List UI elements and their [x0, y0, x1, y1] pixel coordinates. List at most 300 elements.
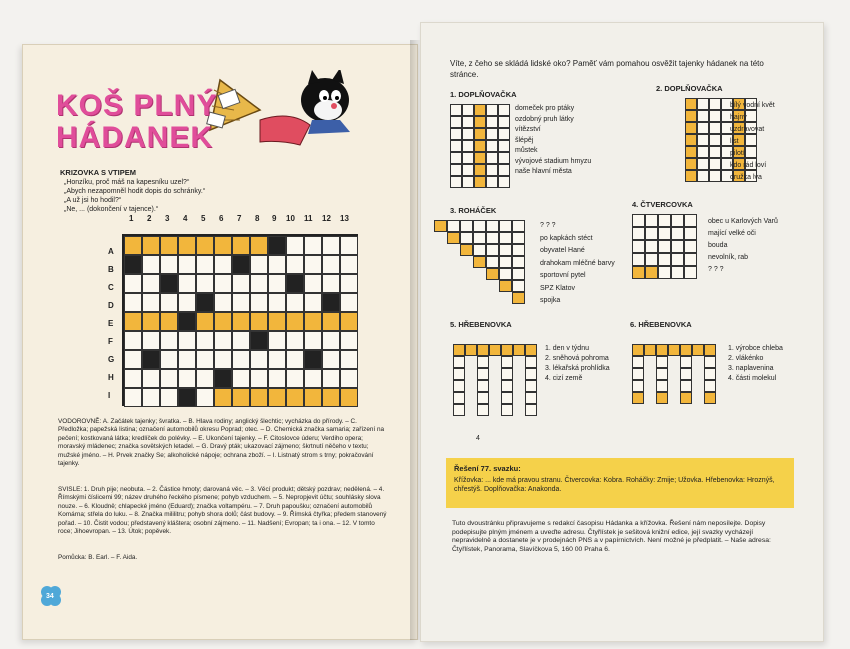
- puzzle-cell: [684, 253, 697, 266]
- puzzle-cell: [462, 152, 474, 164]
- puzzle-cell: [671, 253, 684, 266]
- crossword-cell: [214, 369, 232, 388]
- puzzle-cell: [697, 110, 709, 122]
- clue: spojka: [540, 297, 561, 304]
- crossword-cell: [232, 331, 250, 350]
- puzzle-cell: [692, 344, 704, 356]
- puzzle-cell: [680, 380, 692, 392]
- row-letter: F: [108, 337, 113, 346]
- puzzle-4-clues: [708, 216, 778, 276]
- col-number: 5: [201, 214, 206, 223]
- row-letter: C: [108, 283, 114, 292]
- clue: mající velké oči: [708, 230, 756, 237]
- puzzle-cell: [697, 158, 709, 170]
- puzzle-cell: [512, 256, 525, 268]
- puzzle-cell: [512, 292, 525, 304]
- clue: 3. naplavenina: [728, 365, 774, 372]
- crossword-cell: [178, 312, 196, 331]
- clue: drahokam mléčné barvy: [540, 259, 615, 267]
- puzzle-cell: [450, 104, 462, 116]
- puzzle-cell: [486, 220, 499, 232]
- clue: 3. lékařská prohlídka: [545, 365, 610, 372]
- crossword-cell: [286, 274, 304, 293]
- crossword-cell: [232, 274, 250, 293]
- crossword-cell: [142, 350, 160, 369]
- puzzle-5-clues: [545, 344, 615, 384]
- puzzle-cell: [709, 170, 721, 182]
- puzzle-cell: [462, 176, 474, 188]
- puzzle-cell: [460, 220, 473, 232]
- crossword-cell: [304, 369, 322, 388]
- clue: ? ? ?: [708, 266, 724, 273]
- crossword-cell: [142, 312, 160, 331]
- puzzle-cell: [501, 368, 513, 380]
- crossword-cell: [340, 293, 358, 312]
- crossword-cell: [322, 293, 340, 312]
- puzzle-cell: [477, 404, 489, 416]
- clue: družka lva: [730, 174, 762, 181]
- cat-illustration: [200, 70, 360, 160]
- crossword-cell: [304, 255, 322, 274]
- crossword-cell: [286, 312, 304, 331]
- crossword-cell: [196, 274, 214, 293]
- puzzle-cell: [450, 140, 462, 152]
- crossword-cell: [142, 236, 160, 255]
- clue: sportovní pytel: [540, 272, 586, 279]
- crossword-cell: [124, 293, 142, 312]
- puzzle-cell: [525, 404, 537, 416]
- puzzle-cell: [656, 344, 668, 356]
- puzzle-cell: [501, 404, 513, 416]
- puzzle-cell: [450, 152, 462, 164]
- crossword-cell: [232, 312, 250, 331]
- crossword-cell: [196, 255, 214, 274]
- clue: vítězství: [515, 126, 541, 133]
- row-letter: G: [108, 355, 115, 364]
- row-letter: B: [108, 265, 114, 274]
- puzzle-cell: [499, 244, 512, 256]
- crossword-cell: [304, 312, 322, 331]
- crossword-cell: [322, 274, 340, 293]
- puzzle-cell: [680, 368, 692, 380]
- col-number: 1: [129, 214, 134, 223]
- puzzle-cell: [453, 392, 465, 404]
- row-letter: H: [108, 373, 114, 382]
- puzzle-cell: [704, 380, 716, 392]
- crossword-cell: [232, 236, 250, 255]
- puzzle-cell: [632, 227, 645, 240]
- puzzle-cell: [462, 164, 474, 176]
- puzzle-cell: [450, 176, 462, 188]
- joke-line: „A už jsi ho hodil?“: [64, 197, 122, 204]
- crossword-cell: [232, 293, 250, 312]
- crossword-cell: [178, 388, 196, 407]
- puzzle-4-title: 4. ČTVERCOVKA: [632, 200, 693, 209]
- puzzle-6-clues: [728, 344, 783, 384]
- puzzle-cell: [462, 128, 474, 140]
- col-number: 12: [322, 214, 331, 223]
- col-number: 9: [272, 214, 277, 223]
- col-number: 8: [255, 214, 260, 223]
- puzzle-cell: [473, 232, 486, 244]
- puzzle-cell: [671, 266, 684, 279]
- puzzle-1-clues: [515, 104, 591, 178]
- puzzle-cell: [460, 244, 473, 256]
- puzzle-cell: [462, 116, 474, 128]
- crossword-cell: [196, 293, 214, 312]
- crossword-cell: [340, 369, 358, 388]
- puzzle-cell: [465, 344, 477, 356]
- puzzle-cell: [684, 266, 697, 279]
- puzzle-cell: [685, 146, 697, 158]
- puzzle-cell: [434, 220, 447, 232]
- puzzle-cell: [474, 176, 486, 188]
- puzzle-cell: [498, 116, 510, 128]
- puzzle-cell: [709, 146, 721, 158]
- crossword-cell: [340, 312, 358, 331]
- puzzle-cell: [704, 392, 716, 404]
- clue: 2. vlákénko: [728, 355, 764, 362]
- puzzle-cell: [486, 104, 498, 116]
- crossword-cell: [322, 312, 340, 331]
- section-heading: KRIZOVKA S VTIPEM: [60, 168, 136, 177]
- crossword-cell: [286, 331, 304, 350]
- puzzle-2-clues: [730, 100, 775, 184]
- puzzle-cell: [498, 176, 510, 188]
- puzzle-cell: [453, 368, 465, 380]
- puzzle-cell: [645, 253, 658, 266]
- crossword-grid: [122, 234, 358, 406]
- crossword-cell: [340, 388, 358, 407]
- crossword-cell: [160, 293, 178, 312]
- puzzle-cell: [632, 253, 645, 266]
- crossword-cell: [214, 312, 232, 331]
- crossword-cell: [142, 369, 160, 388]
- crossword-cell: [196, 388, 214, 407]
- crossword-cell: [250, 331, 268, 350]
- crossword-cell: [268, 236, 286, 255]
- puzzle-cell: [450, 128, 462, 140]
- intro-text: Víte, z čeho se skládá lidské oko? Paměť vám pomahou osvěžit tajenky hádanek na této stránce.: [450, 59, 764, 79]
- crossword-cell: [124, 331, 142, 350]
- col-number: 7: [237, 214, 242, 223]
- clue: 1. den v týdnu: [545, 345, 589, 352]
- crossword-cell: [214, 274, 232, 293]
- clue: šlépěj: [515, 136, 534, 144]
- crossword-cell: [160, 312, 178, 331]
- puzzle-cell: [525, 356, 537, 368]
- puzzle-cell: [685, 134, 697, 146]
- puzzle-cell: [486, 176, 498, 188]
- clue: kdo rád loví: [730, 162, 767, 169]
- crossword-cell: [196, 331, 214, 350]
- puzzle-cell: [498, 104, 510, 116]
- crossword-cell: [160, 369, 178, 388]
- crossword-cell: [322, 331, 340, 350]
- clue: obec u Karlových Varů: [708, 218, 778, 225]
- puzzle-cell: [632, 240, 645, 253]
- clue: pilotí: [730, 150, 745, 157]
- crossword-cell: [304, 236, 322, 255]
- puzzle-cell: [525, 344, 537, 356]
- crossword-cell: [268, 350, 286, 369]
- puzzle-cell: [685, 170, 697, 182]
- crossword-cell: [304, 331, 322, 350]
- puzzle-cell: [709, 122, 721, 134]
- crossword-cell: [214, 350, 232, 369]
- col-number: 11: [304, 214, 313, 223]
- puzzle-cell: [486, 152, 498, 164]
- crossword-cell: [214, 331, 232, 350]
- clues-across: VODOROVNĚ: A. Začátek tajenky; švratka. – B. Hlava rodiny; anglický šlechtic; vycházka do přírody. – C. Předložka; papežská listina; označení automobilů okresu Poprad; otec. – D. Chemická značka samaria; zařízení na pečení; kostkovaná látka; kredlíček do polévky. – E. Ukončení tajenky. – F. Citoslovce úderu; Verdiho opera; moravský mládenec; značka sovětských letadel. – G. Dravý pták; ukazovací zájmeno; škrtnutí něčeho v textu; mužské jméno. – H. Prvek značky Se; alkoholické nápoje; ochrana zboží. – I. Listnatý strom s trny; pokračování tajenky.: [58, 418, 385, 468]
- crossword-cell: [268, 312, 286, 331]
- crossword-cell: [214, 293, 232, 312]
- puzzle-cell: [498, 128, 510, 140]
- puzzle-cell: [474, 104, 486, 116]
- puzzle-cell: [474, 116, 486, 128]
- crossword-cell: [214, 255, 232, 274]
- puzzle-cell: [473, 220, 486, 232]
- puzzle-3-title: 3. ROHÁČEK: [450, 206, 497, 215]
- crossword-cell: [178, 331, 196, 350]
- puzzle-cell: [486, 116, 498, 128]
- crossword-cell: [124, 312, 142, 331]
- puzzle-cell: [512, 244, 525, 256]
- puzzle-cell: [525, 380, 537, 392]
- puzzle-cell: [709, 98, 721, 110]
- clue: SPZ Klatov: [540, 284, 576, 292]
- crossword-cell: [142, 274, 160, 293]
- puzzle-cell: [498, 140, 510, 152]
- puzzle-cell: [486, 232, 499, 244]
- puzzle-cell: [658, 266, 671, 279]
- row-letter: D: [108, 301, 114, 310]
- crossword-cell: [250, 369, 268, 388]
- puzzle-cell: [684, 214, 697, 227]
- puzzle-cell: [697, 134, 709, 146]
- puzzle-cell: [684, 227, 697, 240]
- puzzle-cell: [704, 368, 716, 380]
- clue: bílý vodní květ: [730, 102, 775, 109]
- puzzle-cell: [477, 344, 489, 356]
- puzzle-cell: [453, 356, 465, 368]
- puzzle-cell: [656, 368, 668, 380]
- joke-line: „Ne, ... (dokončení v tajence).“: [64, 206, 159, 213]
- crossword-cell: [250, 350, 268, 369]
- clues-down: SVISLE: 1. Druh pije; neobuta. – 2. Částice hmoty; darovaná věc. – 3. Věcí produkt; dětský pozdrav; nedělená. – 4. Římskými číslicemi 99; název druhého řeckého písmene; pohyb vzduchem. – 5. Nepropjevit účtu; souhlásky slova nouze. – 6. Kloudně; chlapecké jméno (Eduard); značka voltampéru. – 7. Druh papoušku; označení automobilů Komárna; střela do luku. – 8. Značka mililitru; pohyb shora dolů; část budovy. – 9. Římská čtyřka; předem stanovený pořad. – 10. Čistit vodou; představený kláštera; osobní zájmeno. – 11. Nadšení; Evropan; ta i ona. – 12. V tomto roce; Jihoevropan. – 13. Útok; popěvek.: [58, 486, 387, 536]
- puzzle-cell: [680, 392, 692, 404]
- footer-text: Tuto dvoustránku připravujeme s redakcí časopisu Hádanka a křížovka. Řešení nám neposílejte. Dopisy podepisujte plným jménem a uveďte adresu. Čtyřlístek je sešitová knižní edice, její svazky vycházejí nepravidelně a dostanete je v prodejnách PNS a v papírnictvích. Není možné je předplatit. – Naše adresa: Čtyřlístek, Panorama, Slavíčkova 5, 160 00 Praha 6.: [452, 520, 771, 553]
- puzzle-cell: [499, 232, 512, 244]
- crossword-cell: [268, 388, 286, 407]
- crossword-cell: [124, 369, 142, 388]
- crossword-cell: [160, 350, 178, 369]
- puzzle-cell: [632, 380, 644, 392]
- crossword-cell: [340, 350, 358, 369]
- puzzle-cell: [697, 146, 709, 158]
- puzzle-cell: [450, 164, 462, 176]
- crossword-cell: [178, 255, 196, 274]
- puzzle-1-title: 1. DOPLŇOVAČKA: [450, 90, 517, 99]
- puzzle-cell: [473, 244, 486, 256]
- solution-text: Křížovka: ... kde má pravou stranu. Čtvercovka: Kobra. Roháčky: Zmije; Užovka. Hřebenovka: Hroznýš, chřestýš. Doplňovačka: Anakonda.: [454, 477, 775, 493]
- puzzle-cell: [697, 98, 709, 110]
- puzzle-cell: [632, 392, 644, 404]
- puzzle-cell: [486, 140, 498, 152]
- crossword-cell: [322, 236, 340, 255]
- puzzle-cell: [477, 356, 489, 368]
- puzzle-cell: [680, 344, 692, 356]
- crossword-cell: [250, 293, 268, 312]
- crossword-cell: [142, 331, 160, 350]
- crossword-cell: [232, 388, 250, 407]
- title-line-1: KOŠ PLNÝ: [56, 89, 218, 122]
- puzzle-cell: [499, 256, 512, 268]
- crossword-cell: [124, 236, 142, 255]
- row-letter: I: [108, 391, 111, 400]
- puzzle-cell: [658, 227, 671, 240]
- crossword-cell: [286, 388, 304, 407]
- puzzle-3-clues: [540, 220, 615, 308]
- puzzle-cell: [685, 98, 697, 110]
- puzzle-cell: [671, 214, 684, 227]
- puzzle-cell: [645, 214, 658, 227]
- puzzle-cell: [473, 256, 486, 268]
- crossword-cell: [178, 350, 196, 369]
- puzzle-cell: [477, 380, 489, 392]
- puzzle-cell: [671, 227, 684, 240]
- row-letter: E: [108, 319, 114, 328]
- puzzle-cell: [525, 392, 537, 404]
- puzzle-cell: [499, 220, 512, 232]
- crossword-cell: [286, 293, 304, 312]
- crossword-cell: [160, 236, 178, 255]
- puzzle-cell: [486, 128, 498, 140]
- puzzle-cell: [453, 404, 465, 416]
- clue: naše hlavní města: [515, 168, 572, 175]
- crossword-cell: [160, 255, 178, 274]
- crossword-cell: [124, 350, 142, 369]
- hint-text: Pomůcka: B. Earl. – F. Aida.: [58, 554, 138, 561]
- crossword-cell: [340, 331, 358, 350]
- clue: 4. části molekul: [728, 375, 777, 382]
- puzzle-cell: [486, 256, 499, 268]
- crossword-cell: [286, 255, 304, 274]
- puzzle-cell: [486, 244, 499, 256]
- crossword-cell: [178, 369, 196, 388]
- puzzle-cell: [512, 220, 525, 232]
- crossword-cell: [142, 388, 160, 407]
- puzzle-cell: [658, 253, 671, 266]
- puzzle-cell: [513, 344, 525, 356]
- puzzle-cell: [474, 164, 486, 176]
- crossword-cell: [286, 369, 304, 388]
- crossword-cell: [142, 293, 160, 312]
- puzzle-cell: [501, 392, 513, 404]
- puzzle-cell: [709, 134, 721, 146]
- puzzle-cell: [697, 122, 709, 134]
- crossword-cell: [196, 236, 214, 255]
- puzzle-cell: [512, 268, 525, 280]
- col-number: 2: [147, 214, 152, 223]
- crossword-cell: [232, 350, 250, 369]
- crossword-cell: [232, 255, 250, 274]
- joke-text: [64, 178, 304, 214]
- puzzle-6-title: 6. HŘEBENOVKA: [630, 320, 692, 329]
- puzzle-2-title: 2. DOPLŇOVAČKA: [656, 84, 723, 93]
- col-number: 6: [219, 214, 224, 223]
- crossword-cell: [250, 274, 268, 293]
- clue: 2. sněhová pohroma: [545, 355, 609, 362]
- clue: 4. cizí země: [545, 375, 583, 382]
- puzzle-cell: [685, 158, 697, 170]
- puzzle-cell: [501, 356, 513, 368]
- solution-title: Řešení 77. svazku:: [454, 464, 521, 473]
- puzzle-cell: [658, 214, 671, 227]
- puzzle-cell: [709, 110, 721, 122]
- puzzle-cell: [474, 152, 486, 164]
- puzzle-cell: [474, 128, 486, 140]
- puzzle-cell: [704, 344, 716, 356]
- puzzle-cell: [632, 266, 645, 279]
- puzzle-cell: [474, 140, 486, 152]
- crossword-cell: [268, 369, 286, 388]
- page-number: 34: [46, 593, 54, 600]
- crossword-cell: [178, 274, 196, 293]
- puzzle-cell: [656, 356, 668, 368]
- crossword-cell: [142, 255, 160, 274]
- crossword-cell: [286, 350, 304, 369]
- puzzle-cell: [525, 368, 537, 380]
- puzzle-cell: [671, 240, 684, 253]
- col-number: 13: [340, 214, 349, 223]
- clue: bouda: [708, 242, 728, 249]
- col-number: 4: [183, 214, 188, 223]
- puzzle-cell: [486, 164, 498, 176]
- puzzle-cell: [685, 122, 697, 134]
- joke-line: „Abych nezapomněl hodit dopis do schránky.“: [64, 188, 206, 195]
- sleeve: [260, 116, 310, 145]
- clue: nevolník, rab: [708, 254, 749, 261]
- crossword-cell: [268, 255, 286, 274]
- crossword-cell: [232, 369, 250, 388]
- puzzle-cell: [453, 380, 465, 392]
- puzzle-cell: [498, 164, 510, 176]
- puzzle-cell: [644, 344, 656, 356]
- clue: domeček pro ptáky: [515, 105, 575, 112]
- puzzle-cell: [499, 268, 512, 280]
- crossword-cell: [304, 274, 322, 293]
- crossword-cell: [124, 255, 142, 274]
- crossword-cell: [214, 388, 232, 407]
- puzzle-cell: [462, 104, 474, 116]
- crossword-cell: [250, 312, 268, 331]
- puzzle-cell: [680, 356, 692, 368]
- puzzle-cell: [704, 356, 716, 368]
- puzzle-cell: [499, 280, 512, 292]
- puzzle-cell: [462, 140, 474, 152]
- puzzle-cell: [477, 392, 489, 404]
- crossword-cell: [322, 350, 340, 369]
- puzzle-cell: [645, 227, 658, 240]
- crossword-cell: [268, 331, 286, 350]
- crossword-cell: [268, 293, 286, 312]
- puzzle-cell: [658, 240, 671, 253]
- crossword-cell: [196, 312, 214, 331]
- puzzle-cell: [453, 344, 465, 356]
- lone-number: 4: [476, 435, 480, 442]
- crossword-cell: [322, 255, 340, 274]
